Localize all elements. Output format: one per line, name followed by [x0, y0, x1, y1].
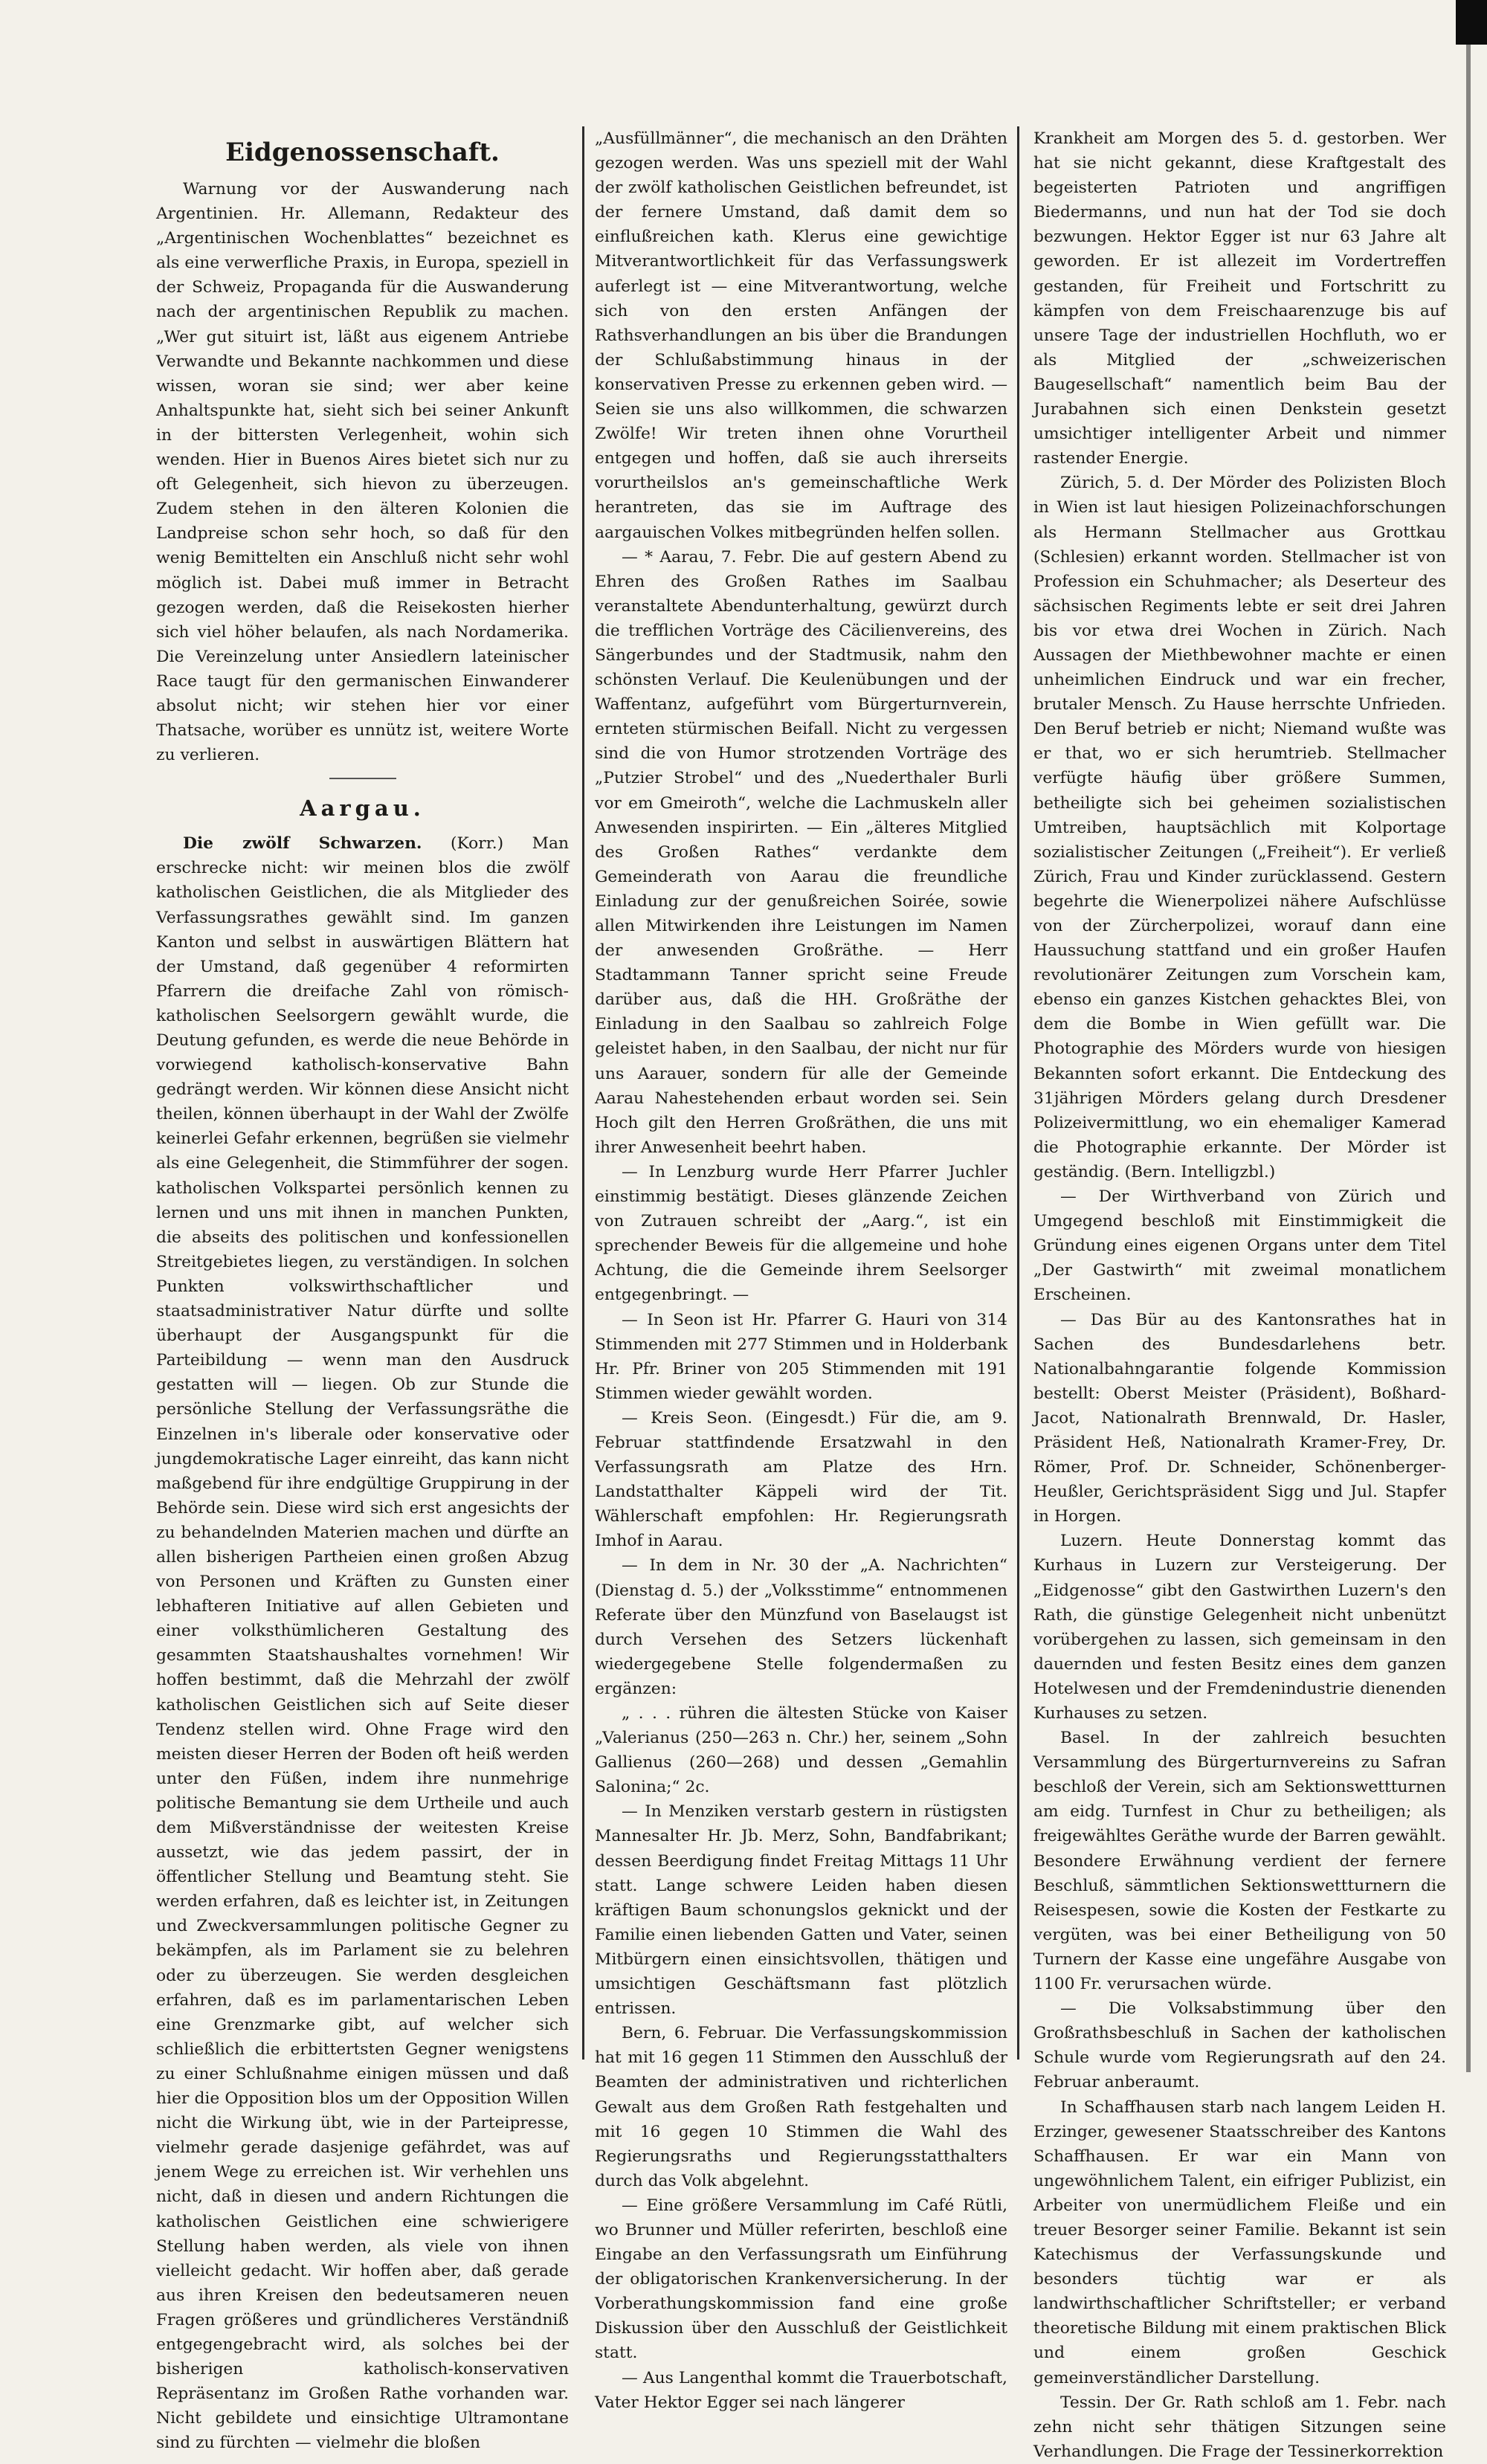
article-volksabstimmung: — Die Volksabstimmung über den Großrathsbeschluß in Sachen der katholischen Schule wurde vom Regierungsrath auf den 24. Februar anberaumt. — [1033, 1999, 1446, 2092]
article-seon: — In Seon ist Hr. Pfarrer G. Hauri von 314 Stimmenden mit 277 Stimmen und in Holderbank Hr. Pfr. Briner von 205 Stimmenden mit 191 Stimmen wieder gewählt worden. — [595, 1310, 1007, 1403]
article-cafe-ruetli: — Eine größere Versammlung im Café Rütli, wo Brunner und Müller referirten, beschloß eine Eingabe an den Verfassungsrath um Einführung der obligatorischen Krankenversicherung. In der Vorberathungskommission fand eine große Diskussion über den Ausschluß der Geistlichkeit statt. — [595, 2196, 1007, 2363]
article-tessin: Tessin. Der Gr. Rath schloß am 1. Febr. nach zehn nicht sehr thätigen Sitzungen seine Verhandlungen. Die Frage der Tessinerkorrektion — [1033, 2393, 1446, 2461]
section-heading-eidgenossenschaft: Eidgenossenschaft. — [225, 138, 500, 167]
divider — [329, 778, 396, 779]
article-menziken: — In Menziken verstarb gestern in rüstigsten Mannesalter Hr. Jb. Merz, Sohn, Bandfabrikant; dessen Beerdigung findet Freitag Mittags 11 Uhr statt. Lange schwere Leiden haben diesen kräftigen Baum schonungslos geknickt und der Familie einen liebenden Gatten und Vater, seinen Mitbürgern einen einsichtsvollen, thätigen und umsichtigen Geschäftsmann fast plötzlich entrissen. — [595, 1802, 1007, 2019]
article-title-zwoelf-schwarzen: Die zwölf Schwarzen. — [183, 834, 422, 854]
article-langenthal: — Aus Langenthal kommt die Trauerbotschaft, Vater Hektor Egger sei nach längerer — [595, 2368, 1007, 2412]
article-lenzburg: — In Lenzburg wurde Herr Pfarrer Juchler einstimmig bestätigt. Dieses glänzende Zeichen von Zutrauen schreibt der „Aarg.“, ist ein sprechender Beweis für die allgemeine und hohe Achtung, die die Gemeinde ihrem Seelsorger entgegenbringt. — — [595, 1162, 1007, 1305]
article-bern: Bern, 6. Februar. Die Verfassungskommission hat mit 16 gegen 11 Stimmen den Ausschluß der Beamten der administrativen und richterlichen Gewalt aus dem Großen Rath festgehalten und mit 16 gegen 10 Stimmen die Wahl des Regierungsraths und Regierungsstatthalters durch das Volk abgelehnt. — [595, 2024, 1007, 2190]
column-middle — [595, 126, 1007, 2412]
article-muenzfund-quote: „ . . . rühren die ältesten Stücke von Kaiser „Valerianus (250—263 n. Chr.) her, seinem „Sohn Gallienus (260—268) und dessen „Gemahlin Salonina;“ 2c. — [595, 1704, 1007, 1797]
article-schaffhausen: In Schaffhausen starb nach langem Leiden H. Erzinger, gewesener Staatsschreiber des Kantons Schaffhausen. Er war ein Mann von ungewöhnlichem Talent, ein eifriger Publizist, ein Arbeiter von unermüdlichem Fleiße und ein treuer Besorger seiner Familie. Bekannt ist sein Katechismus der Verfassungskunde und besonders tüchtig war er als landwirthschaftlicher Schriftsteller; er verband theoretische Bildung mit einem praktischen Blick und einem großen Geschick gemeinverständlicher Darstellung. — [1033, 2097, 1446, 2387]
article-continuation-egger: Krankheit am Morgen des 5. d. gestorben. Wer hat sie nicht gekannt, diese Kraftgestalt des begeisterten Patrioten und angriffigen Biedermanns, und nun hat der Tod sie doch bezwungen. Hektor Egger ist nur 63 Jahre alt geworden. Er ist allezeit im Vordertreffen gestanden, für Freiheit und Fortschritt zu kämpfen von dem Freischaarenzuge bis auf unsere Tage der industriellen Hochfluth, wo er als Mitglied der „schweizerischen Baugesellschaft“ namentlich beim Bau der Jurabahnen sich einen Denkstein gesetzt umsichtiger intelligenter Arbeit und nimmer rastender Energie. — [1033, 129, 1446, 468]
article-continuation-schwarzen: „Ausfüllmänner“, die mechanisch an den Drähten gezogen werden. Was uns speziell mit der Wahl der zwölf katholischen Geistlichen befreundet, ist der fernere Umstand, daß damit dem so einflußreichen kath. Klerus eine gewichtige Mitverantwortlichkeit für das Verfassungswerk auferlegt ist — eine Mitverantwortung, welche sich von den ersten Anfängen der Rathsverhandlungen an bis über die Brandungen der Schlußabstimmung hinaus in der konservativen Presse zu erkennen geben wird. — Seien sie uns also willkommen, die schwarzen Zwölfe! Wir treten ihnen ohne Vorurtheil entgegen und hoffen, daß sie auch ihrerseits vorurtheilslos an's gemeinschaftliche Werk herantreten, das sie im Auftrage des aargauischen Volkes mitbegründen helfen sollen. — [595, 129, 1007, 542]
article-zwoelf-schwarzen — [156, 831, 569, 2455]
article-body-zwoelf-schwarzen: (Korr.) Man erschrecke nicht: wir meinen blos die zwölf katholischen Geistlichen, die als Mitglieder des Verfassungsrathes gewählt sind. Im ganzen Kanton und selbst in auswärtigen Blättern hat der Umstand, daß gegenüber 4 reformirten Pfarrern die dreifache Zahl von römisch-katholischen Seelsorgern gewählt wurde, die Deutung gefunden, es werde die neue Behörde in vorwiegend katholisch-konservative Bahn gedrängt werden. Wir können diese Ansicht nicht theilen, können überhaupt in der Wahl der Zwölfe keinerlei Gefahr erkennen, begrüßen sie vielmehr als eine Gelegenheit, die Stimmführer der sogen. katholischen Volkspartei persönlich kennen zu lernen und uns mit ihnen in manchen Punkten, die abseits des politischen und konfessionellen Streitgebietes liegen, zu verständigen. In solchen Punkten volkswirthschaftlicher und staatsadministrativer Natur dürfte und sollte überhaupt der Ausgangspunkt für die Parteibildung — wenn man den Ausdruck gestatten will — liegen. Ob zur Stunde die persönliche Stellung der Verfassungsräthe die Einzelnen in's liberale oder konservative oder jungdemokratische Lager einreiht, das kann nicht maßgebend für ihre endgültige Gruppirung in der Behörde sein. Diese wird sich erst angesichts der zu behandelnden Materien machen und dürfte an allen bisherigen Partheien einen großen Abzug von Personen und Kräften zu Gunsten einer lebhafteren Initiative auf allen Gebieten und einer volksthümlicheren Gestaltung des gesammten Staatshaushaltes vornehmen! Wir hoffen bestimmt, daß die Mehrzahl der zwölf katholischen Geistlichen sich auf Seite dieser Tendenz stellen wird. Ohne Frage wird den meisten dieser Herren der Boden oft heiß werden unter den Füßen, indem ihre nunmehrige politische Bemantung sie dem Urtheile und auch dem Mißverständnisse der weitesten Kreise aussetzt, wie das jedem passirt, der in öffentlicher Stellung und Beamtung steht. Sie werden erfahren, daß es leichter ist, in Zeitungen und Zweckversammlungen politische Gegner zu bekämpfen, als im Parlament sie zu belehren oder zu überzeugen. Sie werden desgleichen erfahren, daß es im parlamentarischen Leben eine Grenzmarke gibt, auf welcher sich schließlich die erbittertsten Gegner wenigstens zu einer Schlußnahme einigen müssen und daß hier die Opposition blos um der Opposition Willen nicht die Wirkung übt, wie in der Parteipresse, vielmehr gerade dasjenige gefährdet, was auf jenem Wege zu erreichen ist. Wir verhehlen uns nicht, daß in diesen und andern Richtungen die katholischen Geistlichen eine schwierigere Stellung haben werden, als viele von ihnen vielleicht gedacht. Wir hoffen aber, daß gerade aus ihren Kreisen den bedeutsameren neuen Fragen größeres und gründlicheres Verständniß entgegengebracht wird, als solches bei der bisherigen katholisch-konservativen Repräsentanz im Großen Rathe vorhanden war. Nicht gebildete und einsichtige Ultramontane sind zu fürchten — vielmehr die bloßen — [156, 834, 569, 2453]
scan-edge-top — [1456, 0, 1487, 45]
article-auswanderung: Warnung vor der Auswanderung nach Argentinien. Hr. Allemann, Redakteur des „Argentinischen Wochenblattes“ bezeichnet es als eine verwerfliche Praxis, in Europa, speziell in der Schweiz, Propaganda für die Auswanderung nach der argentinischen Republik zu machen. „Wer gut situirt ist, läßt aus eigenem Antriebe Verwandte und Bekannte nachkommen und diese wissen, woran sie sind; wer aber keine Anhaltspunkte hat, sieht sich bei seiner Ankunft in der bittersten Verlegenheit, wohin sich wenden. Hier in Buenos Aires bietet sich nur zu oft Gelegenheit, sich hievon zu überzeugen. Zudem stehen in den älteren Kolonien die Landpreise schon sehr hoch, so daß für den wenig Bemittelten ein Anschluß nicht sehr wohl möglich ist. Dabei muß immer in Betracht gezogen werden, daß die Reisekosten hierher sich viel höher belaufen, als nach Nordamerika. Die Vereinzelung unter Ansiedlern lateinischer Race taugt für den germanischen Einwanderer absolut nicht; wir stehen hier vor einer Thatsache, worüber es unnütz ist, weitere Worte zu verlieren. — [156, 180, 569, 765]
article-aarau-abendunterhaltung: — * Aarau, 7. Febr. Die auf gestern Abend zu Ehren des Großen Rathes im Saalbau veranstaltete Abendunterhaltung, gewürzt durch die trefflichen Vorträge des Cäcilienvereins, des Sängerbundes und der Stadtmusik, nahm den schönsten Verlauf. Die Keulenübungen und der Waffentanz, aufgeführt vom Bürgerturnverein, ernteten stürmischen Beifall. Nicht zu vergessen sind die von Humor strotzenden Vorträge des „Putzier Strobel“ und des „Nuederthaler Burli vor em Gmeiroth“, welche die Lachmuskeln aller Anwesenden inspirirten. — Ein „älteres Mitglied des Großen Rathes“ verdankte dem Gemeinderath von Aarau die freundliche Einladung zur der genußreichen Soirée, sowie allen Mitwirkenden ihre Leistungen im Namen der anwesenden Großräthe. — Herr Stadtammann Tanner spricht seine Freude darüber aus, daß die HH. Großräthe der Einladung in den Saalbau so zahlreich Folge geleistet haben, in den Saalbau, der nicht nur für uns Aarauer, sondern für alle der Gemeinde Aarau Nahestehenden erbaut worden sei. Sein Hoch gilt den Herren Großräthen, die uns mit ihrer Anwesenheit beehrt haben. — [595, 547, 1007, 1157]
column-left — [156, 126, 569, 2453]
article-kreis-seon: — Kreis Seon. (Eingesdt.) Für die, am 9. Februar stattfindende Ersatzwahl in den Verfassungsrath am Platze des Hrn. Landstatthalter Käppeli wird der Tit. Wählerschaft empfohlen: Hr. Regierungsrath Imhof in Aarau. — [595, 1408, 1007, 1551]
article-wirthverband: — Der Wirthverband von Zürich und Umgegend beschloß mit Einstimmigkeit die Gründung eines eigenen Organs unter dem Titel „Der Gastwirth“ mit zweimal monatlichem Erscheinen. — [1033, 1187, 1446, 1305]
article-kantonsrath-kommission: — Das Bür au des Kantonsrathes hat in Sachen des Bundesdarlehens betr. Nationalbahngarantie folgende Kommission bestellt: Oberst Meister (Präsident), Boßhard-Jacot, Nationalrath Brennwald, Dr. Hasler, Präsident Heß, Nationalrath Kramer-Frey, Dr. Römer, Prof. Dr. Schneider, Schönenberger-Heußler, Gerichtspräsident Sigg und Jul. Stapfer in Horgen. — [1033, 1310, 1446, 1526]
column-rule-right — [1017, 126, 1019, 2060]
section-heading-aargau: Aargau. — [300, 796, 425, 822]
article-muenzfund: — In dem in Nr. 30 der „A. Nachrichten“ (Dienstag d. 5.) der „Volksstimme“ entnommenen Referate über den Münzfund von Baselaugst ist durch Versehen des Setzers lückenhaft wiedergegebene Stelle folgendermaßen zu ergänzen: — [595, 1556, 1007, 1698]
column-rule-left — [582, 126, 584, 2060]
article-luzern-kurhaus: Luzern. Heute Donnerstag kommt das Kurhaus in Luzern zur Versteigerung. Der „Eidgenosse“ gibt den Gastwirthen Luzern's den Rath, die günstige Gelegenheit nicht unbenützt vorübergehen zu lassen, sich gemeinsam in den dauernden und festen Besitz eines dem ganzen Hotelwesen und der Fremdenindustrie dienenden Kurhauses zu setzen. — [1033, 1532, 1446, 1723]
article-zuerich-moerder: Zürich, 5. d. Der Mörder des Polizisten Bloch in Wien ist laut hiesigen Polizeinachforschungen als Hermann Stellmacher aus Grottkau (Schlesien) erkannt worden. Stellmacher ist von Profession ein Schuhmacher; als Deserteur des sächsischen Regiments lebte er seit drei Jahren bis vor etwa drei Wochen in Zürich. Nach Aussagen der Miethbewohner machte er einen unheimlichen Eindruck und war ein frecher, brutaler Mensch. Zu Hause herrschte Unfrieden. Den Beruf betrieb er nicht; Niemand wußte was er that, wo er sich herumtrieb. Stellmacher verfügte häufig über größere Summen, betheiligte sich bei geheimen sozialistischen Umtreiben, hauptsächlich mit Kolportage sozialistischer Zeitungen („Freiheit“). Er verließ Zürich, Frau und Kinder zurücklassend. Gestern begehrte die Wienerpolizei nähere Aufschlüsse von der Zürcherpolizei, worauf dann eine Haussuchung stattfand und ein großer Haufen revolutionärer Zeitungen zum Vorschein kam, ebenso ein ganzes Kistchen gehacktes Blei, von dem die Bombe in Wien gefüllt war. Die Photographie des Mörders wurde von hiesigen Bekannten sofort erkannt. Die Entdeckung des 31jährigen Mörders gelang durch Dresdener Polizeivermittlung, wo ein ehemaliger Kamerad die Photographie erkannte. Der Mörder ist geständig. (Bern. Intelligzbl.) — [1033, 474, 1446, 1181]
scan-edge-right — [1466, 45, 1471, 2072]
column-right — [1033, 126, 1446, 2461]
article-basel-turnverein: Basel. In der zahlreich besuchten Versammlung des Bürgerturnvereins zu Safran beschloß der Verein, sich am Sektionswettturnen am eidg. Turnfest in Chur zu betheiligen; als freigewähltes Geräthe wurde der Barren gewählt. Besondere Erwähnung verdient der fernere Beschluß, sämmtlichen Sektionswettturnern die Reisespesen, sowie die Kosten der Festkarte zu vergüten, was bei einer Betheiligung von 50 Turnern der Kasse eine ungefähre Ausgabe von 1100 Fr. verursachen würde. — [1033, 1729, 1446, 1994]
